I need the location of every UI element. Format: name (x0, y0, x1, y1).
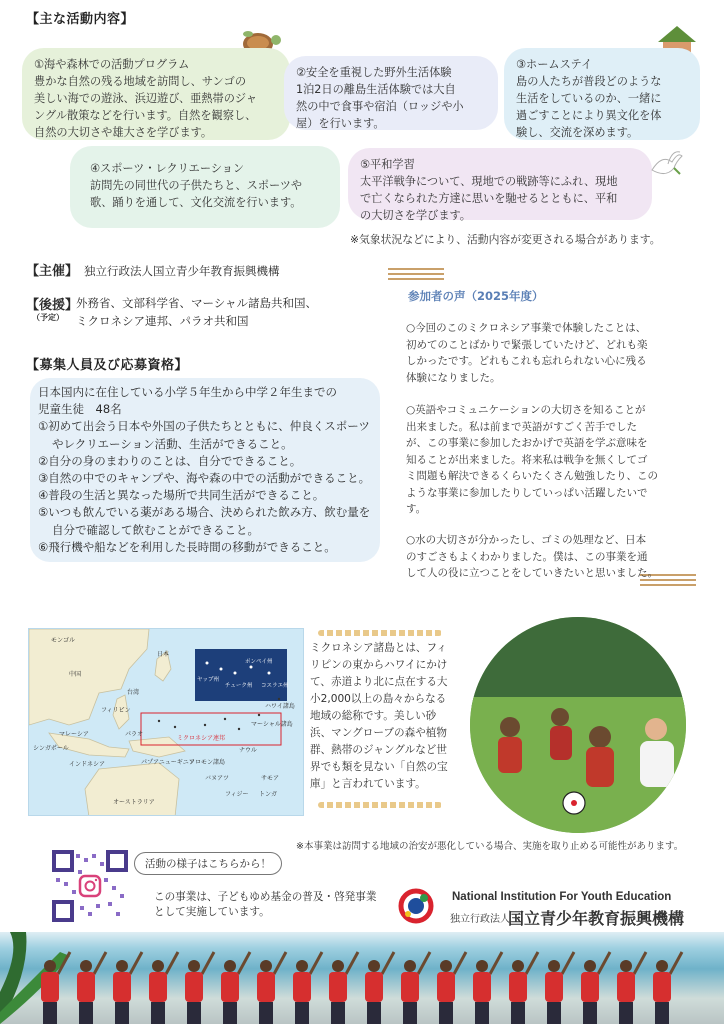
voice-line: しかったです。どれもこれも忘れられない心に残る (406, 355, 647, 367)
organizer-label: 【主催】 (26, 264, 79, 279)
voice-line: ○英語やコミュニケーションの大切さを知ることが (406, 404, 646, 416)
recruit-item: ②自分の身のまわりのことは、自分でできること。 (38, 453, 302, 468)
voice-line: 知ることが出来ました。将来私は戦争を無くしてゴ (406, 453, 648, 466)
beach-person (257, 952, 286, 1024)
map-label: 中国 (69, 671, 82, 678)
logo-japanese-small: 独立行政法人 (450, 914, 510, 925)
logo-english: National Institution For Youth Education (452, 891, 672, 903)
voice-paragraph (406, 402, 690, 518)
activity-line: 美しい海での遊泳、浜辺遊び、亜熱帯のジャ (34, 92, 258, 105)
voices-box (398, 282, 692, 592)
beach-person (653, 952, 682, 1024)
beach-person (401, 952, 430, 1024)
logo-japanese-large: 国立青少年教育振興機構 (508, 909, 685, 928)
activity-line: 太平洋戦争について、現地での戦跡等にふれ、現地 (360, 175, 618, 188)
recruit-item: ③自然の中でのキャンプや、海や森の中での活動ができること。 (38, 471, 371, 486)
map-label: オーストラリア (113, 799, 155, 806)
beach-person (473, 952, 502, 1024)
voice-line: ような事業に参加したりしていっぱい活躍したいで (406, 486, 648, 499)
supporters-line: ミクロネシア連邦、パラオ共和国 (76, 314, 249, 328)
recruit-intro: 児童生徒 48名 (38, 402, 122, 417)
map-label: マーシャル諸島 (251, 721, 293, 728)
activity-card-2 (284, 56, 498, 130)
map-label: コスラエ州 (261, 683, 289, 689)
voice-line: が、この事業に参加したおかげで英語を学ぶ意味を (406, 437, 648, 449)
beach-person (329, 952, 358, 1024)
map-label: シンガポール (33, 745, 69, 752)
beach-person (185, 952, 214, 1024)
recruit-heading: 【募集人員及び応募資格】 (26, 358, 189, 373)
dove-icon (648, 148, 686, 182)
activity-line: 歌、踊りを通して、文化交流を行います。 (90, 196, 302, 209)
beach-person (149, 952, 178, 1024)
activity-line: ングル散策などを行います。自然を観察し、 (34, 109, 257, 122)
organizer-value: 独立行政法人国立青少年教育振興機構 (84, 264, 280, 278)
beach-person (113, 952, 142, 1024)
map-label: 台湾 (127, 689, 140, 696)
map-label: 日本 (157, 651, 170, 658)
beach-person (509, 952, 538, 1024)
activity-line: 豊かな自然の残る地域を訪問し、サンゴの (34, 75, 247, 88)
fund-note-line: として実施しています。 (154, 906, 270, 918)
micronesia-line: 浜、マングローブの森や植物 (310, 727, 447, 739)
beach-person (545, 952, 574, 1024)
activity-line: 自然の大切さや雄大さを学びます。 (34, 126, 213, 139)
beach-person (581, 952, 610, 1024)
micronesia-line: て、赤道より北に点在する大 (310, 676, 448, 688)
activity-title: ②安全を重視した野外生活体験 (296, 66, 452, 79)
activity-title: ⑤平和学習 (360, 158, 415, 171)
beach-photo (0, 932, 724, 1024)
activity-title: ③ホームステイ (516, 58, 593, 71)
map-label: ミクロネシア連邦 (177, 735, 226, 742)
activity-line: で亡くなられた方達に思いを馳せるとともに、平和 (360, 192, 618, 205)
micronesia-line: 界でも類を見ない「自然の宝 (310, 761, 448, 773)
micronesia-line: 地域の総称です。美しい砂 (310, 710, 437, 722)
organizer-row (26, 262, 280, 281)
micronesia-line: リピンの東からハワイにかけ (310, 659, 448, 671)
photo-scene (470, 617, 686, 833)
supporters-sub: （予定） (32, 313, 64, 322)
map-label: ポンペイ州 (245, 659, 273, 665)
activity-card-1 (22, 48, 290, 140)
wavy-divider-bottom (318, 802, 442, 808)
activity-title: ④スポーツ・レクリエーション (90, 162, 245, 175)
recruit-intro: 日本国内に在住している小学５年生から中学２年生までの (38, 385, 337, 399)
map-label: モンゴル (51, 637, 76, 644)
micronesia-map (28, 628, 304, 816)
recruit-item: ⑤いつも飲んでいる薬がある場合、決められた飲み方、飲む量を自分で確認して飲むことができること。 (38, 505, 371, 537)
activity-line: 1泊2日の離島生活体験では大自 (296, 83, 456, 96)
micronesia-line: 庫」と言われています。 (310, 778, 426, 790)
micronesia-line: 小2,000以上の島々からなる (310, 693, 447, 705)
wavy-divider-top (318, 630, 442, 636)
recruit-item: ④普段の生活と異なった場所で共同生活ができること。 (38, 488, 325, 503)
beach-person (617, 952, 646, 1024)
supporters-list (76, 294, 317, 330)
micronesia-description (310, 640, 460, 793)
activity-line: 験し、交流を深めます。 (516, 126, 639, 139)
voice-line: 出来ました。私は前まで英語がすごく苦手でした (406, 420, 637, 433)
beach-person (221, 952, 250, 1024)
activity-line: 過ごすことにより異文化を体 (516, 109, 662, 122)
map-label: フィジー (225, 791, 249, 798)
qr-speech-bubble: 活動の様子はこちらから！ (134, 852, 282, 875)
map-label: マレーシア (59, 731, 89, 738)
beach-person (293, 952, 322, 1024)
recruit-box (30, 378, 380, 562)
voice-line: ○今回のこのミクロネシア事業で体験したことは、 (406, 322, 647, 334)
qr-code[interactable] (52, 850, 128, 922)
map-label: ナウル (239, 747, 257, 754)
beach-scene (0, 932, 724, 1024)
activity-line: 生活をしているのか、一緒に (516, 92, 662, 105)
voice-line: ○水の大切さが分かったし、ゴミの処理など、日本 (406, 534, 647, 546)
map-label: ヤップ州 (197, 677, 220, 683)
voices-stripes-top (388, 268, 444, 283)
activity-line: 島の人たちが普段どのような (516, 75, 662, 88)
map-label: フィリピン (101, 707, 131, 714)
voice-paragraph (406, 320, 690, 386)
qr-pattern (52, 850, 128, 922)
niye-logo-icon (398, 888, 438, 924)
recruit-item: ①初めて出会う日本や外国の子供たちとともに、仲良くスポーツやレクリエーション活動、生活ができること。 (38, 419, 370, 451)
security-note: ※本事業は訪問する地域の治安が悪化している場合、実施を取り止める可能性があります。 (296, 841, 684, 852)
activities-heading: 【主な活動内容】 (26, 12, 135, 27)
activity-card-5 (348, 148, 652, 220)
supporters-line: 外務省、文部科学省、マーシャル諸島共和国、 (76, 296, 318, 310)
recruit-item: ⑥飛行機や船などを利用した長時間の移動ができること。 (38, 539, 336, 554)
activity-card-3 (504, 48, 700, 140)
map-label: パラオ (125, 731, 144, 738)
map-label: インドネシア (69, 761, 105, 768)
fund-note (154, 890, 376, 920)
activities-note: ※気象状況などにより、活動内容が変更される場合があります。 (350, 233, 661, 246)
activity-title: ①海や森林での活動プログラム (34, 58, 190, 71)
voices-title: 参加者の声（2025年度） (408, 289, 544, 303)
map-label: サモア (261, 775, 280, 782)
activity-line: 然の中で食事や宿泊（ロッジや小 (296, 100, 464, 113)
voice-line: す。 (406, 503, 427, 515)
voice-line: 体験になりました。 (406, 371, 501, 384)
map-label: トンガ (259, 791, 278, 798)
map-label: ソロモン諸島 (189, 759, 226, 766)
map-label: バヌアツ (205, 775, 230, 782)
beach-person (437, 952, 466, 1024)
activity-card-4 (70, 146, 340, 228)
supporters-label: 【後援】 (26, 298, 79, 313)
map-label: チューク州 (225, 683, 253, 689)
beach-person (77, 952, 106, 1024)
map-label: パプアニューギニア (141, 759, 195, 766)
activity-line: の大切さを学びます。 (360, 209, 471, 222)
voice-line: して人の役に立つことをしていきたいと思いました。 (406, 567, 658, 579)
beach-person (365, 952, 394, 1024)
voice-paragraph (406, 532, 690, 582)
micronesia-line: 群、熱帯のジャングルなど世 (310, 744, 447, 756)
map-label: ハワイ諸島 (265, 703, 295, 710)
activity-line: 屋）を行います。 (296, 117, 385, 130)
activity-photo (470, 617, 686, 833)
voice-line: のすごさもよくわかりました。僕は、この事業を通 (406, 550, 648, 563)
voice-line: 初めてのことばかりで緊張していたけど、どれも楽 (406, 338, 648, 351)
micronesia-line: ミクロネシア諸島とは、フィ (310, 642, 447, 654)
fund-note-line: この事業は、子どもゆめ基金の普及・啓発事業 (154, 891, 377, 903)
voice-line: ミ問題も解決できるくらいたくさん勉強したり、この (406, 470, 658, 482)
activity-line: 訪問先の同世代の子供たちと、スポーツや (90, 179, 303, 192)
